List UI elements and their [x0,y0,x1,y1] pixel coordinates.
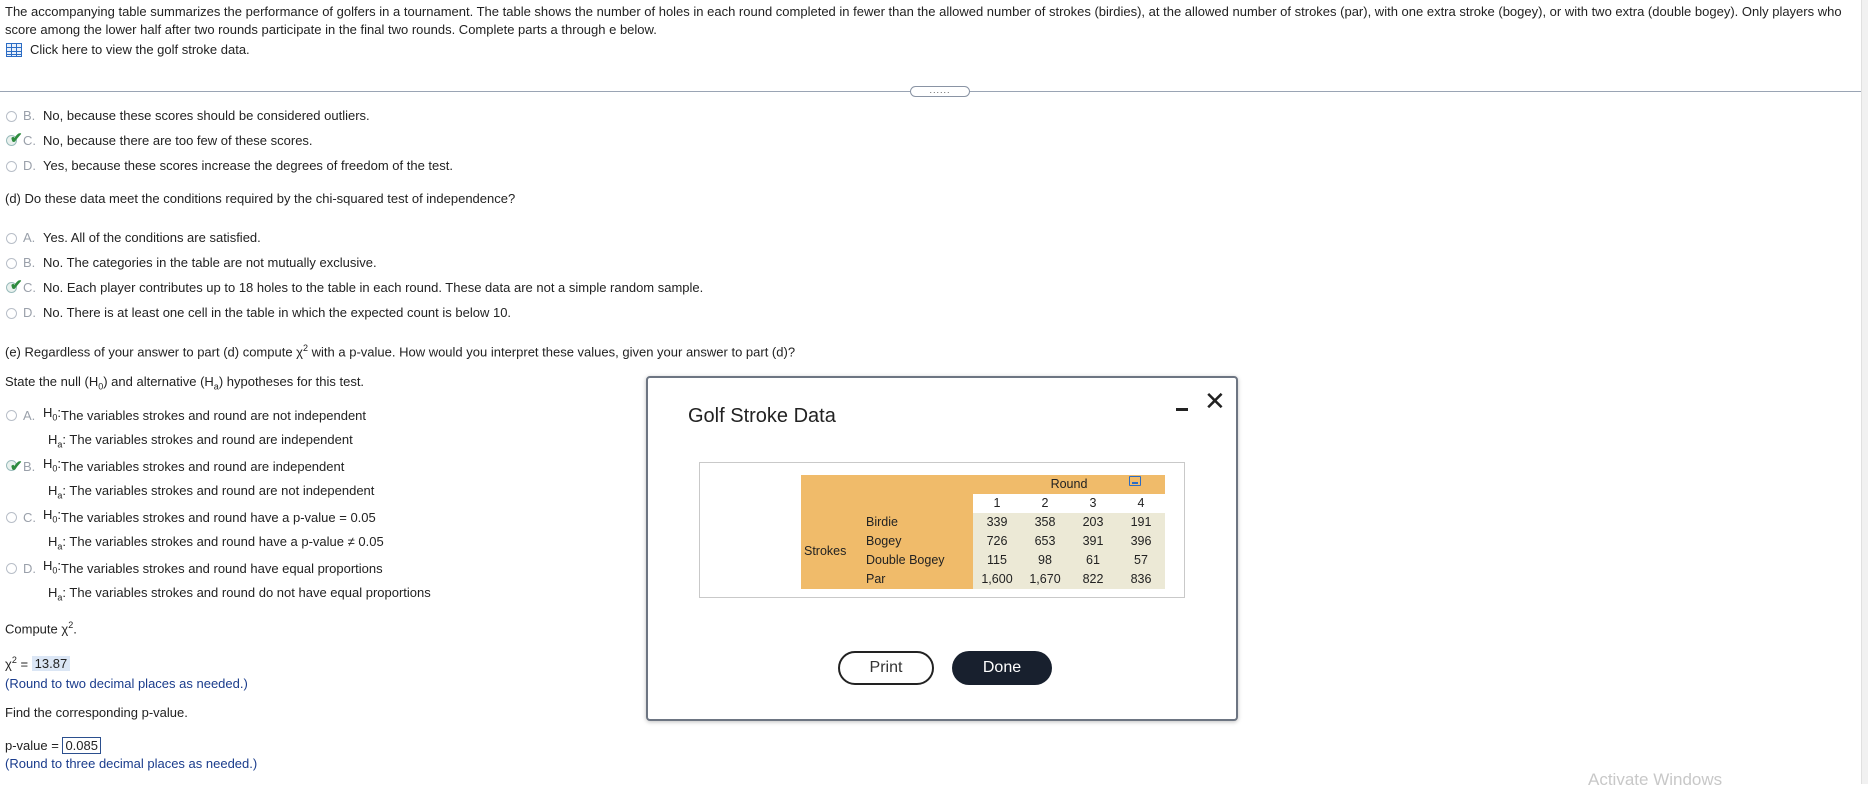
correct-check-icon: ✔ [6,281,23,295]
radio-icon[interactable] [6,410,17,421]
data-table-frame [699,462,1185,598]
round-two-hint: (Round to two decimal places as needed.) [5,676,248,691]
hyp-option-a[interactable] [6,402,366,455]
done-button[interactable]: Done [952,651,1052,685]
part-d-option-d[interactable] [6,305,511,321]
ha-text: The variables strokes and round have a p-value ≠ 0.05 [69,533,384,549]
part-c-option-c[interactable] [6,130,313,149]
option-text: No, because these scores should be considered outliers. [43,108,370,123]
radio-icon[interactable] [6,563,17,574]
cell: 115 [973,551,1021,570]
chi-answer-row: $\chi^2 = 13.87$ [5,655,70,671]
ha-text: The variables strokes and round are not independent [69,482,375,498]
hypotheses-prompt [5,374,364,392]
option-text: Yes, because these scores increase the degrees of freedom of the test. [43,158,453,173]
hyp-option-c[interactable] [6,504,384,557]
chi-value-field[interactable]: 13.87 [32,656,71,671]
golf-stroke-table [801,475,1165,589]
superscript: 2 [303,343,309,353]
option-letter: C. [23,280,36,295]
round-number: 2 [1021,494,1069,513]
option-letter: D. [23,305,36,320]
print-button[interactable]: Print [838,651,934,685]
table-icon [6,43,22,57]
ha-label: $H_a$: [48,533,70,552]
part-c-option-b[interactable] [6,108,370,124]
table-corner [801,475,973,494]
cell: 836 [1117,570,1165,589]
h0-label: $H_0$: [43,507,62,525]
option-text: Yes. All of the conditions are satisfied. [43,230,261,245]
cell: 203 [1069,513,1117,532]
subscript: a [213,381,219,392]
cell: 726 [973,532,1021,551]
row-label: Double Bogey [863,551,973,570]
part-e-question [5,343,795,359]
subscript: 0 [98,381,104,392]
copy-data-icon[interactable] [1129,476,1141,486]
cell: 1,670 [1021,570,1069,589]
ha-label: $H_a$: [48,482,70,501]
close-icon[interactable]: ✕ [1204,386,1226,416]
row-label: Par [863,570,973,589]
h0-label: $H_0$: [43,456,62,474]
cell: 822 [1069,570,1117,589]
cell: 653 [1021,532,1069,551]
cell: 61 [1069,551,1117,570]
strokes-label: Strokes [801,513,863,589]
h0-label: $H_0$: [43,558,62,576]
option-letter: A. [23,407,36,423]
round-number: 1 [973,494,1021,513]
h0-text: The variables strokes and round have a p-value = 0.05 [61,509,376,525]
problem-intro: The accompanying table summarizes the performance of golfers in a tournament. The table shows the number of holes in each round completed in fewer than the allowed number of strokes (birdies), at the allowed number of strokes (par), with one extra stroke (bogey), or with two extra (double bogey). Only players who score among the lower half after two rounds participate in the final two rounds. Complete parts a through e below. [5,4,1842,37]
option-text: No. Each player contributes up to 18 holes to the table in each round. These data are not a simple random sample. [43,280,704,295]
option-text: No, because there are too few of these scores. [43,133,313,148]
divider-handle[interactable]: ...... [910,86,970,97]
hyp-option-d[interactable] [6,555,431,608]
hyp-prompt-end: ) hypotheses for this test. [218,374,365,389]
modal-title: Golf Stroke Data [688,405,836,427]
cell: 1,600 [973,570,1021,589]
compute-chi-label: Compute $\chi^2$. [5,620,77,637]
radio-icon[interactable] [6,111,17,122]
part-d-option-a[interactable] [6,230,261,246]
ha-text: The variables strokes and round are independent [69,431,353,447]
option-letter: D. [23,560,36,576]
cell: 358 [1021,513,1069,532]
cell: 98 [1021,551,1069,570]
part-e-question-start: (e) Regardless of your answer to part (d) compute χ [5,344,304,360]
radio-icon[interactable] [6,258,17,269]
part-d-question: (d) Do these data meet the conditions required by the chi-squared test of independence? [5,191,516,206]
windows-watermark: Activate Windows [1588,770,1723,789]
hyp-option-b[interactable] [6,453,374,506]
find-p-label: Find the corresponding p-value. [5,705,188,720]
ha-label: $H_a$: [48,431,70,450]
hyp-prompt-start: State the null (H [5,374,99,389]
cell: 339 [973,513,1021,532]
h0-text: The variables strokes and round have equal proportions [61,560,383,576]
option-letter: C. [23,509,36,525]
cell: 191 [1117,513,1165,532]
part-d-option-b[interactable] [6,255,377,271]
table-row [801,513,1165,532]
cell: 57 [1117,551,1165,570]
radio-icon[interactable] [6,233,17,244]
golf-data-link[interactable] [6,42,250,57]
correct-check-icon: ✔ [6,134,23,148]
option-letter: D. [23,158,36,173]
radio-icon[interactable] [6,512,17,523]
pvalue-field[interactable]: 0.085 [62,737,101,754]
round-number: 3 [1069,494,1117,513]
option-letter: C. [23,133,36,148]
golf-data-modal [646,376,1238,721]
option-letter: B. [23,255,36,270]
ha-label: $H_a$: [48,584,70,603]
option-text: No. The categories in the table are not mutually exclusive. [43,255,377,270]
radio-icon[interactable] [6,161,17,172]
cell: 396 [1117,532,1165,551]
h0-label: $H_0$: [43,405,62,423]
cell: 391 [1069,532,1117,551]
option-letter: A. [23,230,36,245]
correct-check-icon: ✔ [6,459,23,473]
part-d-option-c[interactable] [6,277,704,296]
option-letter: B. [23,108,36,123]
ha-text: The variables strokes and round do not have equal proportions [69,584,431,600]
option-text: No. There is at least one cell in the table in which the expected count is below 10. [43,305,512,320]
round-header: Round [973,475,1165,494]
h0-text: The variables strokes and round are independent [61,458,345,474]
option-letter: B. [23,458,36,474]
table-corner [801,494,863,513]
hyp-prompt-middle: ) and alternative (H [103,374,214,389]
row-label: Birdie [863,513,973,532]
round-number: 4 [1117,494,1165,513]
part-e-question-end: with a p-value. How would you interpret these values, given your answer to part (d)? [308,344,796,360]
part-c-option-d[interactable] [6,158,453,174]
pvalue-row: p-value = 0.085 [5,737,101,754]
round-three-hint: (Round to three decimal places as needed.) [5,756,258,771]
radio-icon[interactable] [6,308,17,319]
h0-text: The variables strokes and round are not independent [61,407,367,423]
table-corner [863,494,973,513]
golf-data-link-label: Click here to view the golf stroke data. [30,42,250,57]
minimize-icon[interactable] [1176,408,1188,411]
page-scrollbar[interactable] [1861,0,1868,784]
row-label: Bogey [863,532,973,551]
